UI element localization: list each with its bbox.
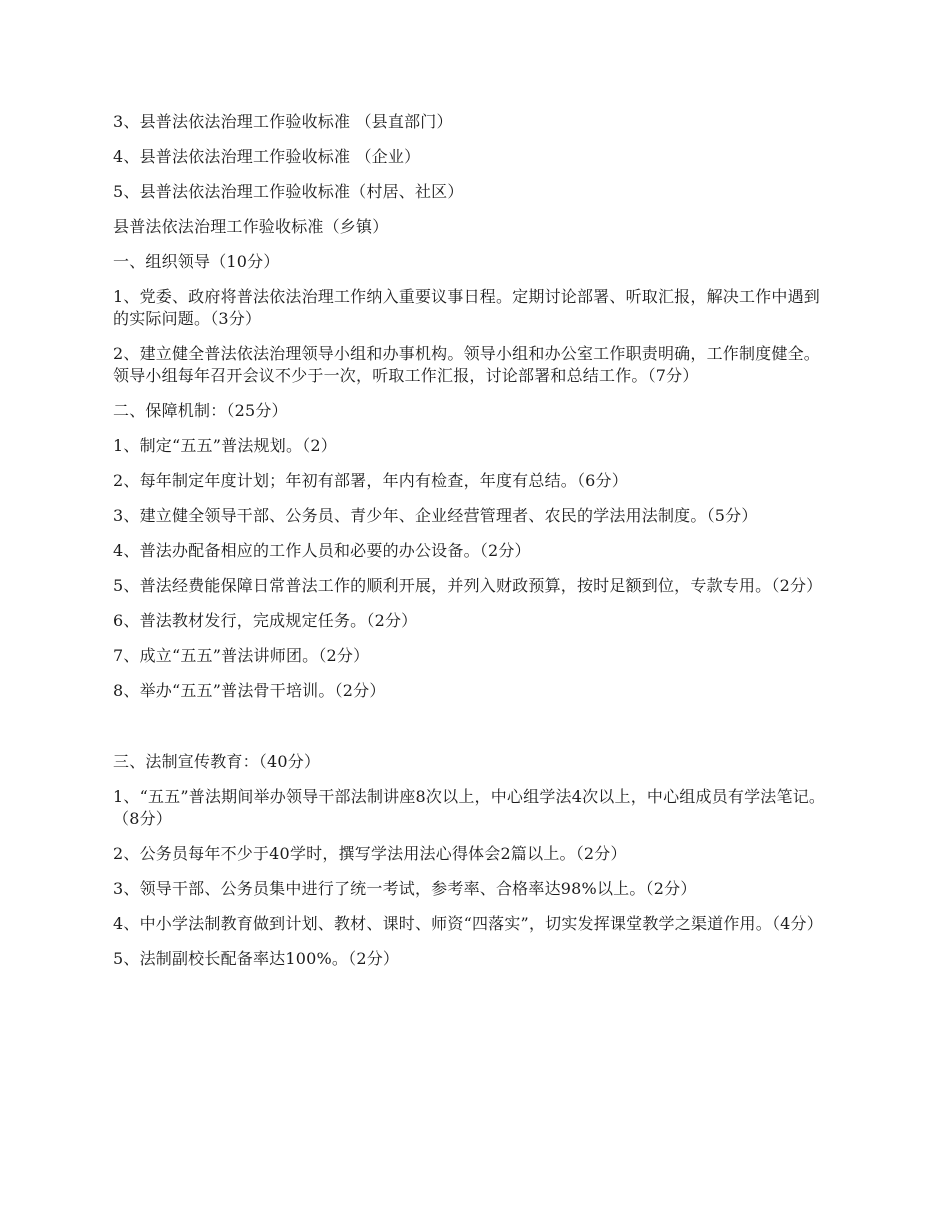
section-heading-education: 三、法制宣传教育：（40分）: [113, 752, 321, 771]
document-body: [113, 111, 835, 983]
criterion-item: 4、中小学法制教育做到计划、教材、课时、师资“四落实”，切实发挥课堂教学之渠道作用。（4分）: [113, 914, 823, 933]
criterion-item: 3、领导干部、公务员集中进行了统一考试，参考率、合格率达98%以上。（2分）: [113, 879, 697, 898]
criterion-item: 5、法制副校长配备率达100%。（2分）: [113, 949, 400, 968]
criterion-item: 5、普法经费能保障日常普法工作的顺利开展，并列入财政预算，按时足额到位，专款专用。（2分）: [113, 576, 823, 595]
document-title: 县普法依法治理工作验收标准（乡镇）: [113, 217, 389, 236]
criterion-item: 4、普法办配备相应的工作人员和必要的办公设备。（2分）: [113, 541, 531, 560]
criterion-item: 1、制定“五五”普法规划。（2）: [113, 436, 337, 455]
criterion-item: 3、建立健全领导干部、公务员、青少年、企业经营管理者、农民的学法用法制度。（5分）: [113, 506, 758, 525]
list-item-villages-communities: 5、县普法依法治理工作验收标准（村居、社区）: [113, 182, 464, 201]
list-item-county-departments: 3、县普法依法治理工作验收标准 （县直部门）: [113, 112, 453, 131]
criterion-item: 2、公务员每年不少于40学时，撰写学法用法心得体会2篇以上。（2分）: [113, 844, 627, 863]
criterion-item: 8、举办“五五”普法骨干培训。（2分）: [113, 681, 386, 700]
criterion-item: 2、每年制定年度计划；年初有部署，年内有检查，年度有总结。（6分）: [113, 471, 628, 490]
criterion-item: 7、成立“五五”普法讲师团。（2分）: [113, 646, 370, 665]
section-heading-mechanism: 二、保障机制：（25分）: [113, 401, 288, 420]
list-item-enterprises: 4、县普法依法治理工作验收标准 （企业）: [113, 147, 421, 166]
section-spacer: [113, 715, 835, 751]
criterion-item: 2、建立健全普法依法治理领导小组和办事机构。领导小组和办公室工作职责明确，工作制度健全。领导小组每年召开会议不少于一次，听取工作汇报，讨论部署和总结工作。（7分）: [113, 344, 820, 385]
criterion-item: 6、普法教材发行，完成规定任务。（2分）: [113, 611, 418, 630]
section-heading-organization: 一、组织领导（10分）: [113, 252, 280, 271]
criterion-item: 1、“五五”普法期间举办领导干部法制讲座8次以上，中心组学法4次以上，中心组成员有学法笔记。（8分）: [113, 787, 826, 828]
criterion-item: 1、党委、政府将普法依法治理工作纳入重要议事日程。定期讨论部署、听取汇报，解决工作中遇到的实际问题。（3分）: [113, 287, 820, 328]
